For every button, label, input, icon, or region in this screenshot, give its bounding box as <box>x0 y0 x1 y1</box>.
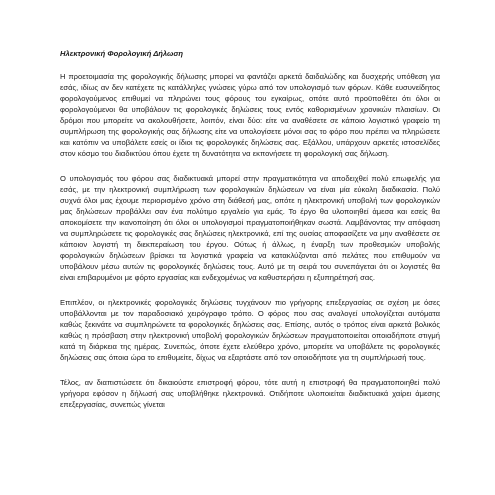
document-title: Ηλεκτρονική Φορολογική Δήλωση <box>60 49 184 58</box>
paragraph-2: Ο υπολογισμός του φόρου σας διαδικτυακά μπορεί στην πραγματικότητα να αποδειχθεί πολύ επωφελής για εσάς, με την ηλεκτρονική συμπλήρωση των φορολογικών δηλώσεων να είναι μία εύκολη διαδικασία. Πολύ συχνά όλοι μας έχουμε περιορισμένο χρόνο στη διάθεσή μας, οπότε η ηλεκτρονική υποβολή των φορολογικών μας δηλώσεων προβάλλει σαν ένα πολύτιμο εργαλείο για εμάς. Το έργο θα υλοποιηθεί άμεσα και εσείς θα αποκομίσετε την ικανοποίηση ότι όλοι οι υπολογισμοί πραγματοποιήθηκαν σωστά. Λαμβάνοντας την απόφαση να συμπληρώσετε τις φορολογικές σας δηλώσεις ηλεκτρονικά, επί της ουσίας αποφασίζετε να μην αναθέσετε σε κάποιον λογιστή τη διεκπεραίωση του έργου. Ούτως ή άλλως, η έναρξη των προθεσμιών υποβολής φορολογικών δηλώσεων βρίσκει τα λογιστικά γραφεία να κατακλύζονται από πελάτες που επιθυμούν να υποβάλουν μέσω αυτών τις φορολογικές δηλώσεις τους. Αυτό με τη σειρά του συνεπάγεται ότι οι λογιστές θα είναι επιβαρυμένοι με φόρτο εργασίας και ενδεχομένως να καθυστερήσει η εξυπηρέτησή σας. <box>60 174 440 282</box>
paragraph-4: Τέλος, αν διαπιστώσετε ότι δικαιούστε επιστροφή φόρου, τότε αυτή η επιστροφή θα πραγματοποιηθεί πολύ γρήγορα εφόσον η δήλωσή σας υποβλήθηκε ηλεκτρονικά. Οτιδήποτε υλοποιείται διαδικτυακά χαίρει άμεσης επεξεργασίας, συνεπώς γίνεται <box>60 378 440 409</box>
document-page <box>60 48 440 495</box>
paragraph-3: Επιπλέον, οι ηλεκτρονικές φορολογικές δηλώσεις τυγχάνουν πιο γρήγορης επεξεργασίας σε σχέση με όσες υποβάλλονται με τον παραδοσιακό χειρόγραφο τρόπο. Ο φόρος που σας αναλογεί υπολογίζεται αυτόματα καθώς ξεκινάτε να συμπληρώνετε τα φορολογικές δηλώσεις σας. Επίσης, αυτός ο τρόπος είναι αρκετά βολικός καθώς η πρόσβαση στην ηλεκτρονική υποβολή φορολογικών δηλώσεων πραγματοποιείται οποιαδήποτε στιγμή κατά τη διάρκεια της ημέρας. Συνεπώς, όποτε έχετε ελεύθερο χρόνο, μπορείτε να υποβάλετε τις φορολογικές δηλώσεις σας όποια ώρα το επιθυμείτε, δίχως να εξαρτάστε από τον οποιοδήποτε για τη συμπλήρωσή τους. <box>60 298 440 362</box>
paragraph-1: Η προετοιμασία της φορολογικής δήλωσης μπορεί να φαντάζει αρκετά δαιδαλώδης και δυσχερής υπόθεση για εσάς, ιδίως αν δεν κατέχετε τις κατάλληλες γνώσεις γύρω από τον υπολογισμό των φόρων. Κάθε ευσυνείδητος φορολογούμενος επιθυμεί να πληρώνει τους φόρους του εγκαίρως, οπότε αυτό προϋποθέτει ότι όλοι οι φορολογούμενοι θα υποβάλουν τις φορολογικές δηλώσεις τους εντός καθορισμένων χρονικών πλαισίων. Οι δρόμοι που μπορείτε να ακολουθήσετε, λοιπόν, είναι δύο: είτε να αναθέσετε σε κάποιο λογιστικό γραφείο τη συμπλήρωση της φορολογικής σας δήλωσης είτε να υπολογίσετε μόνοι σας το φόρο που πρέπει να πληρώσετε και κατόπιν να υποβάλετε εσείς οι ίδιοι τις φορολογικές δηλώσεις σας. Εξάλλου, υπάρχουν αρκετές ιστοσελίδες στον κόσμο του διαδικτύου όπου έχετε τη δυνατότητα να εκπονήσετε τη φορολογική σας δήλωση. <box>60 72 440 158</box>
